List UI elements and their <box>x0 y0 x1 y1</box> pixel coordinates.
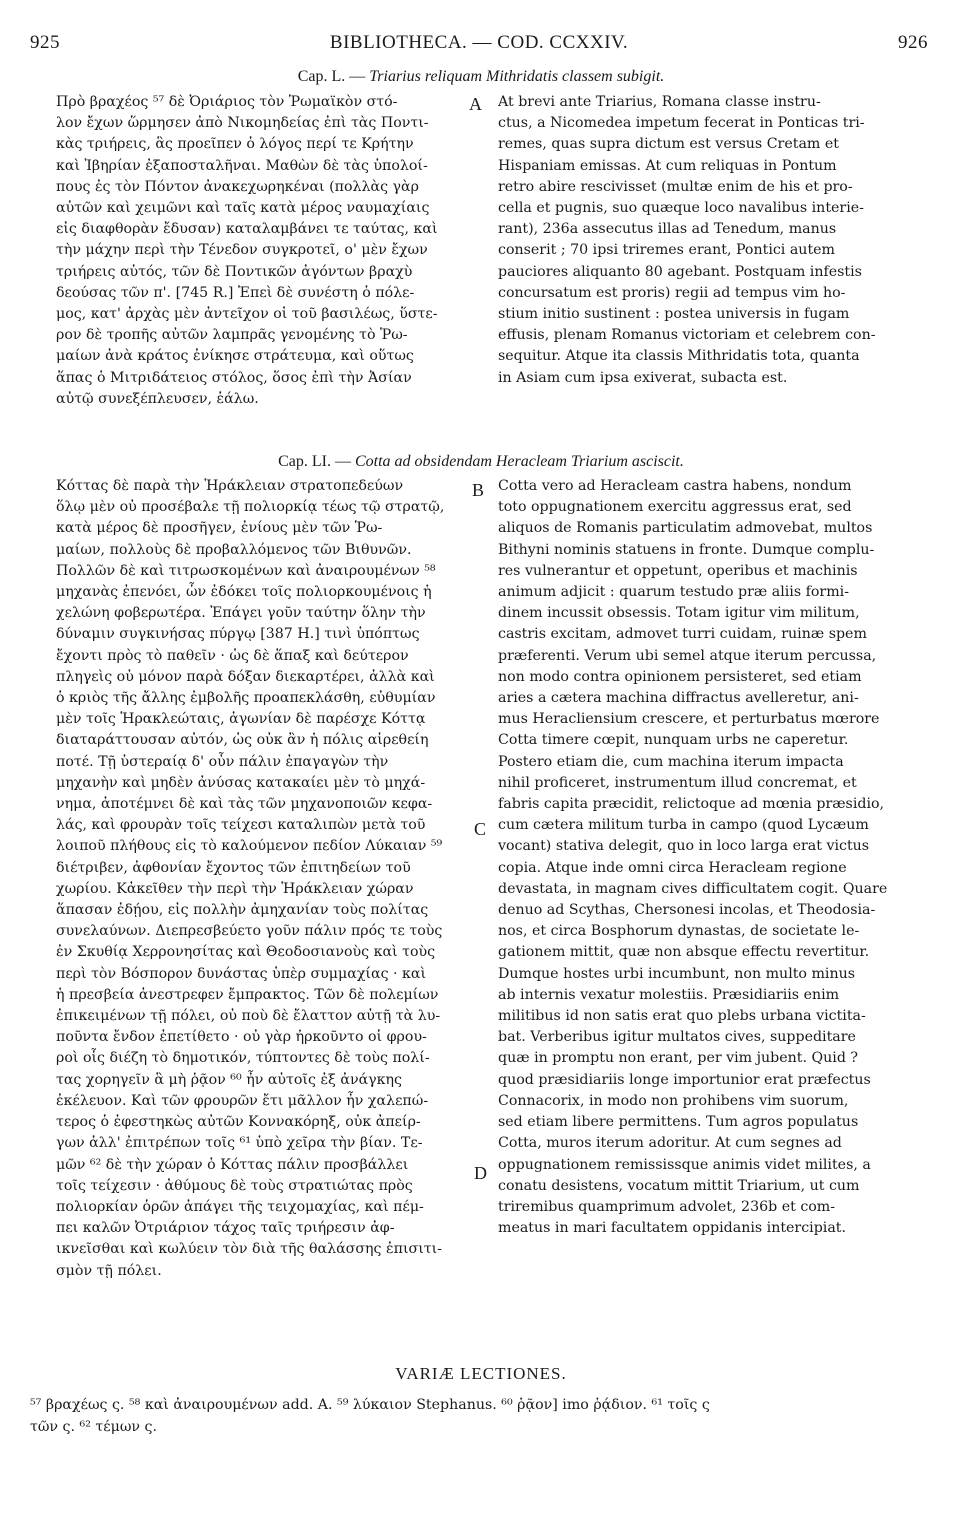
latin-text-line: ctus, a Nicomedea impetum fecerat in Ponticas tri- <box>498 115 865 132</box>
greek-text-line: σμὸν τῇ πόλει. <box>56 1262 162 1279</box>
greek-text-line: ὁ κριὸς τῆς ἄλλης ἐμβολῆς προαπεκλάσθη, εὐθυμίαν <box>56 690 436 707</box>
greek-text-line: μαίων, πολλοὺς δὲ προβαλλόμενος τῶν Βιθυνῶν. <box>56 541 412 558</box>
greek-text-line: ἐν Σκυθίᾳ Χερρονησίτας καὶ Θεοδοσιανοὺς καὶ τοὺς <box>56 944 436 961</box>
latin-column-section-1 <box>498 92 930 389</box>
latin-text-line: oppugnationem remississque animis videt milites, a <box>498 1156 871 1173</box>
greek-text-line: μηχανὰς ἐπενόει, ὧν ἐδόκει τοῖς πολιορκουμένοις ἡ <box>56 584 432 601</box>
latin-text-line: nihil proficeret, instrumentum illud concremat, et <box>498 774 857 791</box>
latin-text-line: conatu desistens, vocatum mittit Triarium, ut cum <box>498 1177 860 1194</box>
greek-text-line: Κόττας δὲ παρὰ τὴν Ἡράκλειαν στρατοπεδεύων <box>56 478 404 494</box>
greek-text-line: ἡ πρεσβεία ἀνεστρεφεν ἔμπρακτος. Τῶν δὲ πολεμίων <box>56 986 439 1003</box>
greek-text-line: πολιορκίαν ὁρῶν ἀπάγει τῆς τειχομαχίας, καὶ πέμ- <box>56 1198 424 1215</box>
latin-text-line: quod præsidiariis longe importunior erat præfectus <box>498 1071 871 1088</box>
greek-text-line: ἐκέλευον. Καὶ τῶν φρουρῶν ἔτι μᾶλλον ἦν χαλεπώ- <box>56 1092 429 1109</box>
greek-text-line: κατὰ μέρος δὲ προσῆγεν, ἐνίους μὲν τῶν Ῥω- <box>56 520 383 537</box>
latin-text-line: stium initio sustinent : postea universis in fugam <box>498 306 850 323</box>
greek-text-line: τὴν μάχην περὶ τὴν Τένεδον συγκροτεῖ, ο' μὲν ἔχων <box>56 242 428 259</box>
greek-text-line: ὅλῳ μὲν οὐ προσέβαλε τῇ πολιορκίᾳ τέως τῷ στρατῷ, <box>56 499 445 516</box>
latin-text-line: animum adjicit : quarum testudo præ aliis formi- <box>498 584 849 601</box>
latin-text-line: gationem mittit, quæ non absque effectu revertitur. <box>498 944 870 961</box>
chapter-title: Triarius reliquam Mithridatis classem subigit. <box>369 68 665 85</box>
greek-text-line: Πρὸ βραχέος ⁵⁷ δὲ Ὀριάριος τὸν Ῥωμαϊκὸν στό- <box>56 94 398 110</box>
greek-text-line: δεούσας τῶν π'. [745 R.] Ἐπεὶ δὲ συνέστη ὁ πόλε- <box>56 284 415 301</box>
chapter-separator: — <box>330 453 355 470</box>
latin-text-line: præferenti. Verum ubi semel atque iterum percussa, <box>498 647 877 664</box>
greek-text-line: διέτριβεν, ἀφθονίαν ἔχοντος τῶν ἐπιτηδείων τοῦ <box>56 859 411 876</box>
latin-text-line: nos, et circa Bosphorum dynastas, de societate le- <box>498 923 860 940</box>
greek-text-line: τοῖς τείχεσιν · ἀθύμους δὲ τοὺς στρατιώτας πρὸς <box>56 1177 413 1194</box>
latin-text-line: effusis, plenam Romanus victoriam et celebrem con- <box>498 327 876 344</box>
greek-text-line: λοιποῦ πλήθους εἰς τὸ καλούμενον πεδίον Λύκαιαν ⁵⁹ <box>56 838 443 855</box>
greek-text-line: ἅπας ὁ Μιτριδάτειος στόλος, ὅσος ἐπὶ τὴν Ἀσίαν <box>56 369 412 386</box>
greek-text-line: αὐτῶν καὶ χειμῶνι καὶ ταῖς κατὰ μέρος ναυμαχίαις <box>56 200 430 217</box>
greek-text-line: ἔχοντι πρὸς τὸ παθεῖν · ὡς δὲ ἅπαξ καὶ δεύτερον <box>56 647 409 664</box>
variae-line: ⁵⁷ βραχέως ς. ⁵⁸ καὶ ἀναιρουμένων add. A. ⁵⁹ λύκαιον Stephanus. ⁶⁰ ῥᾷον] imo ῥᾴδιον. ⁶¹ τοῖς ς <box>30 1397 710 1413</box>
greek-text-line: ρον δὲ τροπῆς αὐτῶν λαμπρᾶς γενομένης τὸ Ῥω- <box>56 327 408 344</box>
page-number-right: 926 <box>898 32 928 53</box>
latin-text-line: mus Heracliensium crescere, et perturbatus mœrore <box>498 711 880 728</box>
greek-text-line: ἐπικειμένων τῇ πόλει, οὐ ποὺ δὲ ἔλαττον αὐτῇ τὰ λυ- <box>56 1008 441 1025</box>
variae-lectiones-text <box>30 1394 930 1438</box>
latin-text-line: castris excitam, admovet turri cuidam, ruinæ spem <box>498 626 867 643</box>
chapter-heading-li <box>0 452 962 472</box>
greek-text-line: μαίων ἀνὰ κράτος ἐνίκησε στράτευμα, καὶ οὕτως <box>56 348 414 365</box>
latin-text-line: Postero etiam die, cum machina iterum impacta <box>498 753 844 770</box>
latin-text-line: cum cætera militum turba in campo (quod Lycæum <box>498 817 869 834</box>
latin-text-line: aries a cætera machina diffractus avelleretur, ani- <box>498 690 859 707</box>
greek-text-line: Πολλῶν δὲ καὶ τιτρωσκομένων καὶ ἀναιρουμένων ⁵⁸ <box>56 562 436 579</box>
greek-text-line: νημα, ἀποτέμνει δὲ καὶ τὰς τῶν μηχανοποιῶν κεφα- <box>56 796 433 813</box>
latin-text-line: dinem incussit obsessis. Totam igitur vim militum, <box>498 605 860 622</box>
greek-text-line: εἰς διαφθορὰν ἔδυσαν) καταλαμβάνει τε ταύτας, καὶ <box>56 221 438 238</box>
latin-text-line: concursatum est proris) regii ad tempus vim ho- <box>498 284 846 301</box>
latin-text-line: meatus in mari facultatem oppidanis intercipiat. <box>498 1220 846 1237</box>
greek-text-line: μὲν τοῖς Ἡρακλεώταις, ἀγωνίαν δὲ παρέσχε Κόττᾳ <box>56 711 426 728</box>
greek-text-line: πους ἐς τὸν Πόντον ἀνακεχωρηκέναι (πολλὰς γὰρ <box>56 178 419 195</box>
margin-letter-b: B <box>472 480 485 500</box>
greek-text-line: μος, κατ' ἀρχὰς μὲν ἀντεῖχον οἱ τοῦ βασιλέως, ὕστε- <box>56 306 438 323</box>
greek-text-line: τερος ὁ ἐφεστηκὼς αὐτῶν Κοννακόρηξ, οὐκ ἀπείρ- <box>56 1114 421 1131</box>
latin-text-line: vocant) stativa delegit, quo in loco larga erat victus <box>498 838 870 855</box>
chapter-heading-l <box>0 67 962 87</box>
greek-text-line: πει καλῶν Ὀτριάριον τάχος ταῖς τριήρεσιν ἀφ- <box>56 1220 395 1237</box>
greek-text-line: ποτέ. Τῇ ὑστεραίᾳ δ' οὖν πάλιν ἐπαγαγὼν τὴν <box>56 753 389 770</box>
latin-text-line: denuo ad Scythas, Chersonesi incolas, et Theodosia- <box>498 902 876 919</box>
latin-text-line: copia. Atque inde omni circa Heracleam regione <box>498 859 847 876</box>
latin-text-line: Cotta timere cœpit, nunquam urbs ne caperetur. <box>498 732 849 749</box>
latin-text-line: retro abire rescivisset (multæ enim de his et pro- <box>498 178 853 195</box>
running-header <box>30 32 928 58</box>
variae-lectiones-title: VARIÆ LECTIONES. <box>395 1364 567 1383</box>
greek-text-line: χωρίου. Κἀκεῖθεν τὴν περὶ τὴν Ἡράκλειαν χώραν <box>56 880 414 897</box>
latin-text-line: Hispaniam emissas. At cum reliquas in Pontum <box>498 157 837 174</box>
latin-text-line: in Asiam cum ipsa exiverat, subacta est. <box>498 369 788 386</box>
latin-text-line: Connacorix, in modo non prohibens vim suorum, <box>498 1092 849 1109</box>
margin-letter-c: C <box>474 819 487 839</box>
greek-text-line: καὶ Ἰβηρίαν ἐξαποσταλῆναι. Μαθὼν δὲ τὰς ὑπολοί- <box>56 157 428 174</box>
greek-text-line: ροὶ οἷς διέζη τὸ δημοτικόν, τύπτοντες δὲ τοὺς πολί- <box>56 1050 430 1067</box>
latin-text-line: pauciores aliquanto 80 agebant. Postquam infestis <box>498 263 862 280</box>
latin-text-line: Cotta, muros iterum adoritur. At cum segnes ad <box>498 1135 842 1152</box>
greek-text-line: αὐτῷ συνεξέπλευσεν, ἑάλω. <box>56 390 259 407</box>
latin-text-line: Cotta vero ad Heracleam castra habens, nondum <box>498 478 852 494</box>
latin-text-line: militibus id non satis erat quo plebs urbana victita- <box>498 1008 866 1025</box>
greek-text-line: ικνεῖσθαι καὶ κωλύειν τὸν διὰ τῆς θαλάσσης ἐπισιτι- <box>56 1241 442 1258</box>
greek-text-line: γων ἀλλ' ἐπιτρέπων τοῖς ⁶¹ ὑπὸ χεῖρα τὴν βίαν. Τε- <box>56 1135 423 1152</box>
latin-text-line: non modo contra opinionem persisteret, sed etiam <box>498 668 862 685</box>
latin-text-line: conserit ; 70 ipsi triremes erant, Pontici autem <box>498 242 835 259</box>
chapter-label: Cap. LI. <box>278 453 331 470</box>
greek-text-line: μῶν ⁶² δὲ τὴν χώραν ὁ Κόττας πάλιν προσβάλλει <box>56 1156 409 1173</box>
latin-text-line: remes, quas supra dictum est versus Cretam et <box>498 136 839 153</box>
greek-text-line: ἅπασαν ἐδῄου, εἰς πολλὴν ἀμηχανίαν τοὺς πολίτας <box>56 902 429 919</box>
greek-column-section-2 <box>56 476 488 1282</box>
greek-text-line: λάς, καὶ φρουρὰν τοῖς τείχεσι καταλιπὼν μετὰ τοῦ <box>56 817 426 834</box>
latin-text-line: bat. Verberibus igitur multatos cives, suppeditare <box>498 1029 856 1046</box>
latin-text-line: At brevi ante Triarius, Romana classe instru- <box>498 94 821 110</box>
running-title: BIBLIOTHECA. — COD. CCXXIV. <box>329 32 629 53</box>
chapter-title: Cotta ad obsidendam Heracleam Triarium asciscit. <box>354 453 684 470</box>
latin-text-line: res vulnerantur et oppetunt, operibus et machinis <box>498 562 858 579</box>
latin-text-line: Bithyni nominis statuens in fronte. Dumque complu- <box>498 541 875 558</box>
latin-text-line: sequitur. Atque ita classis Mithridatis tota, quanta <box>498 348 860 365</box>
page-number-left: 925 <box>30 32 60 53</box>
latin-text-line: ab internis vexatur molestiis. Præsidiariis enim <box>498 986 840 1003</box>
latin-text-line: Dumque hostes urbi incumbunt, non multo minus <box>498 965 856 982</box>
greek-text-line: συνελαύνων. Διεπρεσβεύετο γοῦν πάλιν πρός τε τοὺς <box>56 923 443 940</box>
latin-text-line: quæ in promptu non erant, per vim jubent. Quid ? <box>498 1050 859 1067</box>
greek-text-line: λον ἔχων ὥρμησεν ἀπὸ Νικομηδείας ἐπὶ τὰς Ποντι- <box>56 115 429 132</box>
greek-text-line: τας χορηγεῖν ἃ μὴ ῥᾷον ⁶⁰ ἦν αὐτοῖς ἐξ ἀνάγκης <box>56 1071 402 1088</box>
chapter-label: Cap. L. <box>297 68 346 85</box>
margin-letter-d: D <box>474 1163 487 1183</box>
greek-text-line: περὶ τὸν Βόσπορον δυνάστας ὑπὲρ συμμαχίας · καὶ <box>56 965 427 982</box>
latin-text-line: aliquos de Romanis particulatim admovebat, multos <box>498 520 873 537</box>
greek-text-line: ποῦντα ἔνδον ἐπετίθετο · οὐ γὰρ ἠρκοῦντο οἱ φρου- <box>56 1029 427 1046</box>
latin-text-line: fabris capita præcidit, relictoque ad mœnia præsidio, <box>498 796 885 813</box>
chapter-separator: — <box>345 68 370 85</box>
greek-text-line: μηχανὴν καὶ μηδὲν ἀνύσας κατακαίει μὲν τὸ μηχά- <box>56 774 426 791</box>
latin-text-line: devastata, in magnam cives difficultatem cogit. Quare <box>498 880 888 897</box>
greek-text-line: διαταράττουσαν αὐτόν, ὡς οὐκ ἂν ἡ πόλις αἱρεθείη <box>56 732 429 749</box>
latin-text-line: toto oppugnationem exercitu aggressus erat, sed <box>498 499 852 516</box>
latin-text-line: rant), 236a assecutus illas ad Tenedum, manus <box>498 221 837 238</box>
latin-text-line: sed etiam libere permittens. Tum agros populatus <box>498 1114 859 1131</box>
greek-text-line: δύναμιν συγκινήσας πύργῳ [387 H.] τινὶ ὑπόπτως <box>56 626 420 643</box>
latin-text-line: cella et pugnis, suo quæque loco navalibus interie- <box>498 200 864 217</box>
latin-column-section-2 <box>498 476 930 1239</box>
greek-text-line: κὰς τριήρεις, ἃς προεῖπεν ὁ λόγος περί τε Κρήτην <box>56 136 414 153</box>
greek-text-line: τριήρεις αὐτός, τῶν δὲ Ποντικῶν ἀγόντων βραχὺ <box>56 263 413 280</box>
greek-column-section-1 <box>56 92 488 410</box>
greek-text-line: πληγεὶς οὐ μόνον παρὰ δόξαν διεκαρτέρει, ἀλλὰ καὶ <box>56 668 435 685</box>
greek-text-line: χελώνη φοβερωτέρα. Ἐπάγει γοῦν ταύτην ὅλην τὴν <box>56 605 426 622</box>
margin-letter-a: A <box>469 94 482 114</box>
variae-line: τῶν ς. ⁶² τέμων ς. <box>30 1419 157 1435</box>
latin-text-line: triremibus quamprimum advolet, 236b et com- <box>498 1198 836 1215</box>
